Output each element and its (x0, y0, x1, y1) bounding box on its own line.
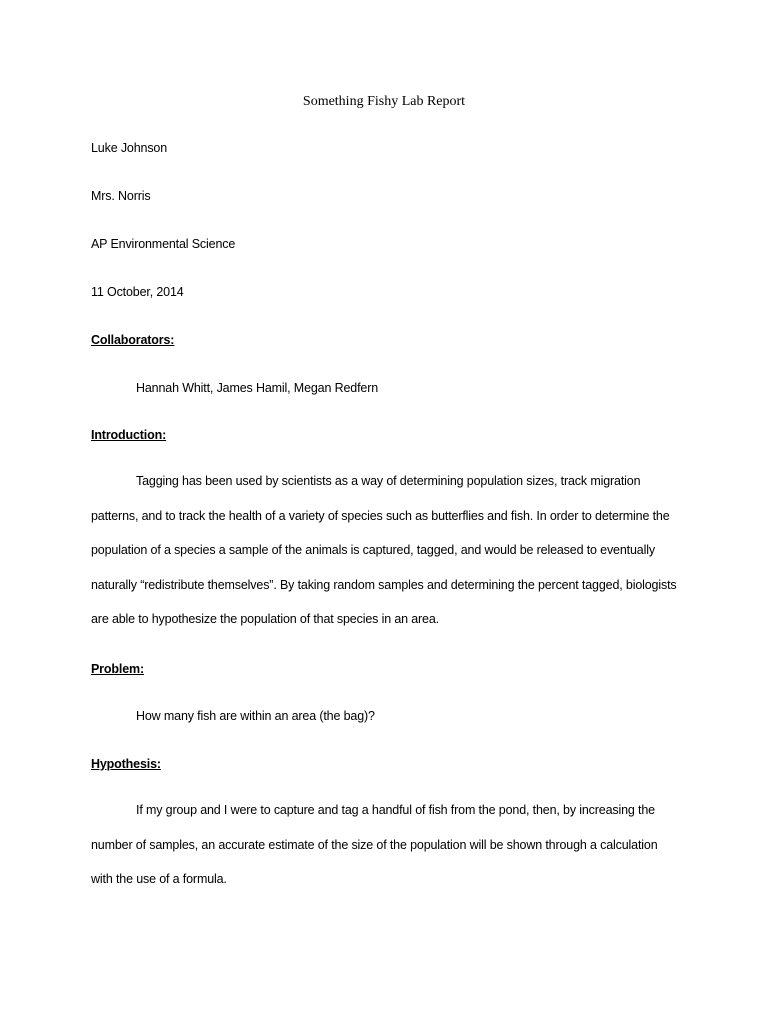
problem-text: How many fish are within an area (the bag)? (136, 709, 375, 723)
introduction-heading: Introduction: (91, 428, 167, 442)
author-name: Luke Johnson (91, 141, 168, 155)
document-title: Something Fishy Lab Report (302, 94, 466, 109)
problem-heading: Problem: (91, 662, 144, 676)
hypothesis-heading: Hypothesis: (91, 757, 161, 771)
hypothesis-text: If my group and I were to capture and tag a handful of fish from the pond, then, by increasing the number of samples, an accurate estimate of the size of the population will be shown through a calculation with the use of a formula. (91, 803, 658, 886)
report-date: 11 October, 2014 (91, 285, 184, 299)
teacher-name: Mrs. Norris (91, 189, 151, 203)
introduction-text: Tagging has been used by scientists as a way of determining population sizes, track migration patterns, and to track the health of a variety of species such as butterflies and fish. In order to determine the population of a species a sample of the animals is captured, tagged, and would be released to eventually naturally “redistribute themselves”. By taking random samples and determining the percent tagged, biologists are able to hypothesize the population of that species in an area. (91, 474, 677, 626)
course-name: AP Environmental Science (91, 237, 236, 251)
collaborators-heading: Collaborators: (91, 333, 175, 347)
collaborators-text: Hannah Whitt, James Hamil, Megan Redfern (136, 381, 379, 395)
